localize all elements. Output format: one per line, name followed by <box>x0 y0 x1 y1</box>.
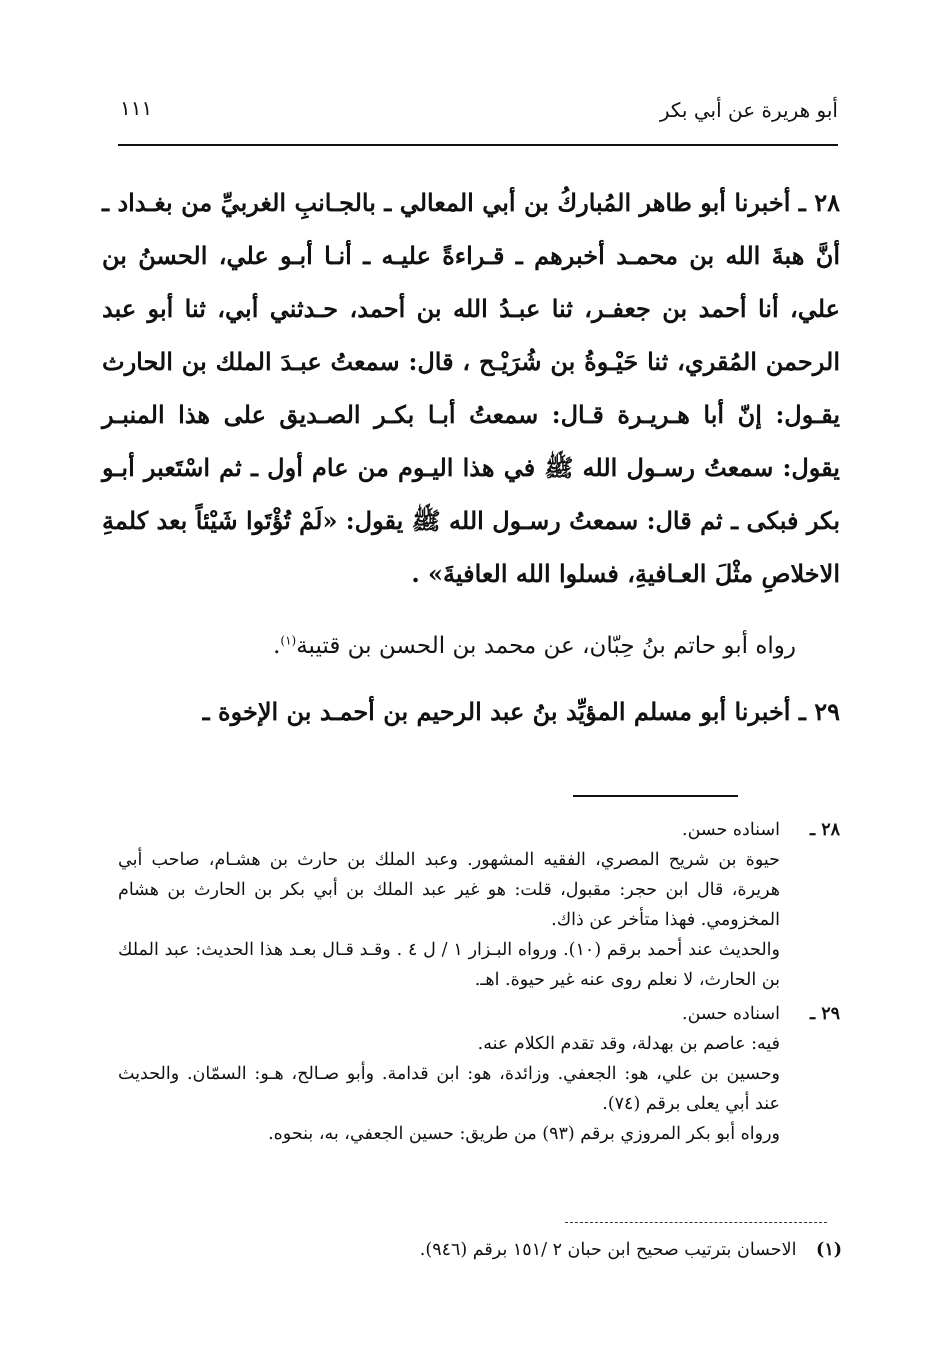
footnote-29-grade: اسناده حسن. <box>682 1004 780 1024</box>
footnotes <box>118 815 840 1149</box>
hadith-28-text: أخبرنا أبو طاهر المُباركُ بن أبي المعالي ـ بالجـانبِ الغربيِّ من بغـداد ـ أنَّ هبةَ الله بن محمـد أخبرهم ـ قـراءةً عليـه ـ أنـا أبـو علي، الحسنُ بن علي، أنا أحمد بن جعفـر، ثنا عبـدُ الله بن أحمد، حـدثني أبي، ثنا أبو عبد الرحمن المُقري، ثنا حَيْـوةُ بن شُرَيْـح ، قال: سمعتُ عبـدَ الملك بن الحارث يقـول: إنّ أبا هـريـرة قـال: سمعتُ أبـا بكـر الصـديق على هذا المنبـر يقول: سمعتُ رسـول الله ﷺ في هذا اليـوم من عام أول ـ ثم اسْتَعبر أبـو بكر فبكى ـ ثم قال: سمعتُ رسـول الله ﷺ يقول: «لَمْ تُؤْتَوا شَيْئاً بعد كلمةِ الاخلاصِ مثْلَ العـافيةِ، فسلوا الله العافيةَ» . <box>102 188 840 588</box>
footnote-divider <box>573 795 738 797</box>
footnote-28-narrators: حيوة بن شريح المصري، الفقيه المشهور. وعبد الملك بن حارث بن هشـام، صاحب أبي هريرة، قال ابن حجر: مقبول، قلت: هو غير عبد الملك بن أبي بكر بن الحارث بن هشام المخزومي. فهذا متأخر عن ذاك. <box>118 850 780 930</box>
footnote-29-line-4: ورواه أبو بكر المروزي برقم (٩٣) من طريق: حسين الجعفي، به، بنحوه. <box>268 1124 780 1144</box>
hadith-28-number: ٢٨ ـ <box>798 188 841 217</box>
narration-end: . <box>273 633 281 659</box>
footnote-29-body <box>118 999 780 1149</box>
footnote-28 <box>118 815 840 995</box>
footnote-29 <box>118 999 840 1149</box>
footnote-dashed-divider <box>565 1222 827 1223</box>
footnote-29-line-3: وحسين بن علي، هو: الجعفي. وزائدة، هو: ابن قدامة. وأبو صـالح، هـو: السمّان. والحديث عند أبي يعلى برقم (٧٤). <box>118 1064 780 1114</box>
footnote-28-grade: اسناده حسن. <box>682 820 780 840</box>
page-number: ١١١ <box>120 96 153 120</box>
hadith-29-number: ٢٩ ـ <box>798 697 840 726</box>
hadith-28 <box>102 176 840 600</box>
footnote-28-sources: والحديث عند أحمد برقم (١٠). ورواه البـزار ١ / ل ٤ . وقـد قـال بعـد هذا الحديث: عبد الملك بن الحارث، لا نعلم روى عنه غير حيوة. اهـ. <box>118 940 780 990</box>
footnote-ref-1: (١) <box>280 633 297 648</box>
hadith-29-text: أخبرنا أبو مسلم المؤيِّد بنُ عبد الرحيم بن أحمـد بن الإخوة ـ <box>202 697 791 726</box>
footnote-1-mark: (١) <box>816 1240 842 1260</box>
footnote-29-line-2: فيه: عاصم بن بهدلة، وقد تقدم الكلام عنه. <box>477 1034 780 1054</box>
footnote-29-number: ٢٩ ـ <box>809 1004 840 1024</box>
narration-line <box>102 620 840 673</box>
hadith-29 <box>102 685 840 738</box>
running-title: أبو هريرة عن أبي بكر <box>659 98 838 122</box>
footnote-1-text: الاحسان بترتيب صحيح ابن حبان ٢ /١٥١ برقم (٩٤٦). <box>419 1240 797 1260</box>
footnote-28-body <box>118 815 780 995</box>
footnote-28-number: ٢٨ ـ <box>809 820 840 840</box>
header-divider <box>118 144 838 146</box>
main-text <box>102 176 840 738</box>
footnote-1 <box>420 1236 842 1264</box>
narration-text: رواه أبو حاتم بنُ حِبّان، عن محمد بن الحسن بن قتيبة <box>296 633 796 659</box>
